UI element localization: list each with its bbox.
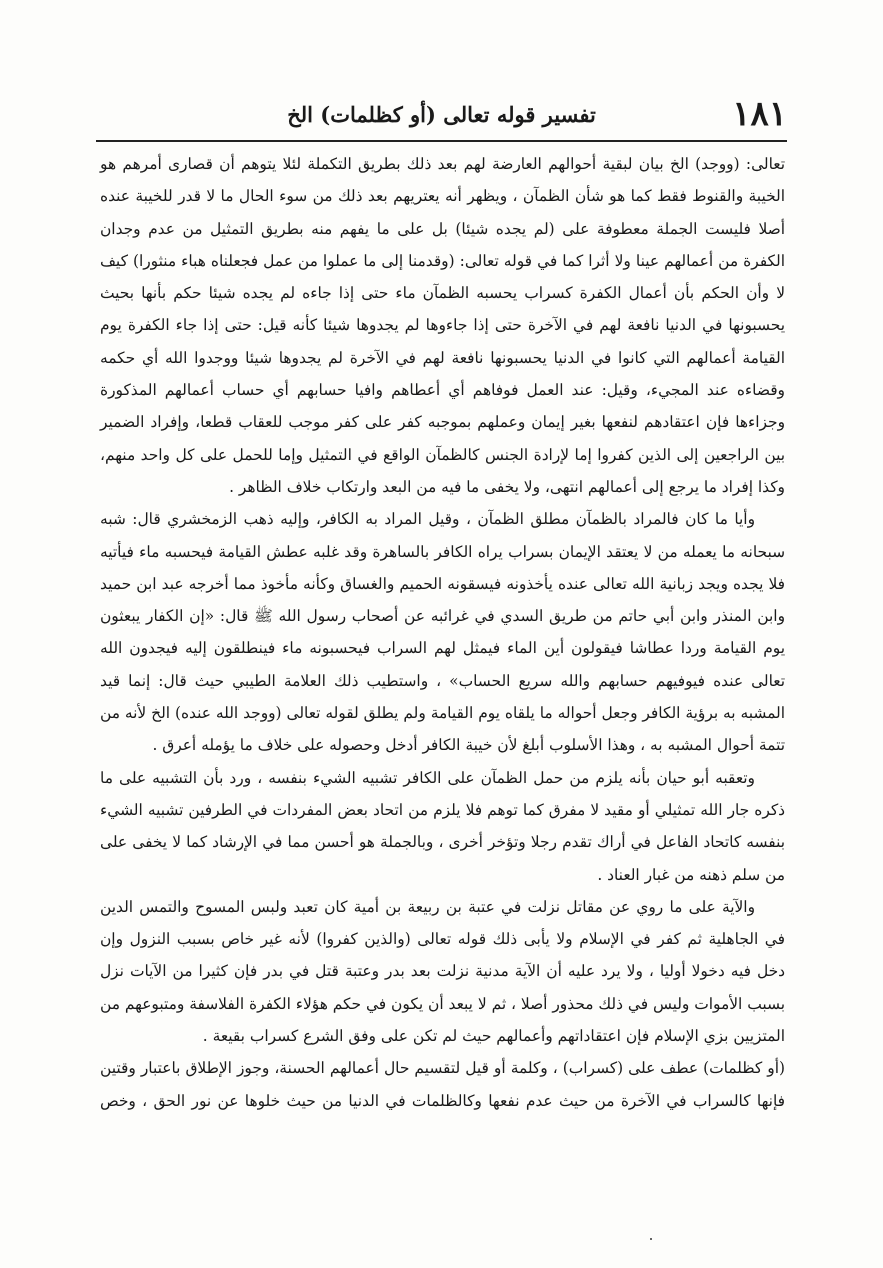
header-rule [96, 140, 787, 142]
print-speck [650, 1238, 652, 1240]
page-number: ١٨١ [732, 94, 787, 134]
paragraph: والآية على ما روي عن مقاتل نزلت في عتبة بن ربيعة بن أمية كان تعبد ولبس المسوح والتمس الدين في الجاهلية ثم كفر في الإسلام ولا يأبى ذلك قوله تعالى (والذين كفروا) لأنه غير خاص بسبب النزول وإن دخل فيه دخولا أوليا ، ولا يرد عليه أن الآية مدنية نزلت بعد بدر وعتبة قتل في بدر فإن كثيرا من الآيات نزل بسبب الأموات وليس في ذلك محذور أصلا ، ثم لا يبعد أن يكون في حكم هؤلاء الكفرة الفلاسفة ومتبوعهم من المتزيين بزي الإسلام فإن اعتقاداتهم وأعمالهم حيث لم تكن على وفق الشرع كسراب بقيعة . [100, 897, 785, 1046]
paragraph: وتعقبه أبو حيان بأنه يلزم من حمل الظمآن على الكافر تشبيه الشيء بنفسه ، ورد بأن التشبيه على ما ذكره جار الله تمثيلي أو مقيد لا مفرق كما توهم فلا يلزم من اتحاد بعض المفردات في الطرفين تشبيه الشيء بنفسه كاتحاد الفاعل في أراك تقدم رجلا وتؤخر أخرى ، وبالجملة هو أحسن مما في الإرشاد كما لا يخفى على من سلم ذهنه من غبار العناد . [100, 768, 785, 884]
page-header [96, 88, 787, 138]
paragraph: تعالى: (ووجد) الخ بيان لبقية أحوالهم العارضة لهم بعد ذلك بطريق التكملة لئلا يتوهم أن قصارى أمرهم هو الخيبة والقنوط فقط كما هو شأن الظمآن ، ويظهر أنه يعتريهم بعد ذلك من سوء الحال ما لا قدر للخيبة عنده أصلا فليست الجملة معطوفة على (لم يجده شيئا) بل على ما يفهم منه بطريق التمثيل من عدم وجدان الكفرة من أعمالهم عينا ولا أثرا كما في قوله تعالى: (وقدمنا إلى ما عملوا من عمل فجعلناه هباء منثورا) كيف لا وأن الحكم بأن أعمال الكفرة كسراب يحسبه الظمآن ماء حتى إذا جاءه لم يجده شيئا حكم بأنها بحيث يحسبونها في الدنيا نافعة لهم في الآخرة حتى إذا جاءوها لم يجدوها شيئا كأنه قيل: حتى إذا جاء الكفرة يوم القيامة أعمالهم التي كانوا في الدنيا يحسبونها نافعة لهم في الآخرة لم يجدوها شيئا ووجدوا الله أي حكمه وقضاءه عند المجيء، وقيل: عند العمل فوفاهم أي أعطاهم وافيا حسابهم أي حساب أعمالهم المذكورة وجزاءها فإن اعتقادهم لنفعها بغير إيمان وعملهم بموجبه كفر على كفر موجب للعقاب قطعا، وإفراد الضمير بين الراجعين إلى الذين كفروا إما لإرادة الجنس كالظمآن الواقع في التمثيل وإما للحمل على كل واحد منهم، وكذا إفراد ما يرجع إلى أعمالهم انتهى، ولا يخفى ما فيه من البعد وارتكاب خلاف الظاهر . [100, 155, 785, 496]
paragraph: (أو كظلمات) عطف على (كسراب) ، وكلمة أو قيل لتقسيم حال أعمالهم الحسنة، وجوز الإطلاق باعتبار وقتين فإنها كالسراب في الآخرة من حيث عدم نفعها وكالظلمات في الدنيا من حيث خلوها عن نور الحق ، وخص [100, 1059, 785, 1110]
running-title: تفسير قوله تعالى (أو كظلمات) الخ [287, 102, 596, 127]
paragraph: وأيا ما كان فالمراد بالظمآن مطلق الظمآن ، وقيل المراد به الكافر، وإليه ذهب الزمخشري قال: شبه سبحانه ما يعمله من لا يعتقد الإيمان بسراب يراه الكافر بالساهرة وقد غلبه عطش القيامة فيحسبه ماء فيأتيه فلا يجده ويجد زبانية الله تعالى عنده يأخذونه فيسقونه الحميم والغساق وكأنه مأخوذ مما أخرجه عبد ابن حميد وابن المنذر وابن أبي حاتم من طريق السدي في غرائبه عن أصحاب رسول الله ﷺ قال: «إن الكفار يبعثون يوم القيامة وردا عطاشا فيقولون أين الماء فيمثل لهم السراب فيحسبونه ماء فينطلقون إليه فيجدون الله تعالى عنده فيوفيهم حسابهم والله سريع الحساب» ، واستطيب ذلك العلامة الطيبي حيث قال: إنما قيد المشبه به برؤية الكافر وجعل أحواله ما يلقاه يوم القيامة ولم يطلق لقوله تعالى (ووجد الله عنده) الخ لأنه من تتمة أحوال المشبه به ، وهذا الأسلوب أبلغ لأن خيبة الكافر أدخل وحصوله على خلاف ما يؤمله أعرق . [100, 510, 785, 755]
body-text [100, 148, 785, 1252]
